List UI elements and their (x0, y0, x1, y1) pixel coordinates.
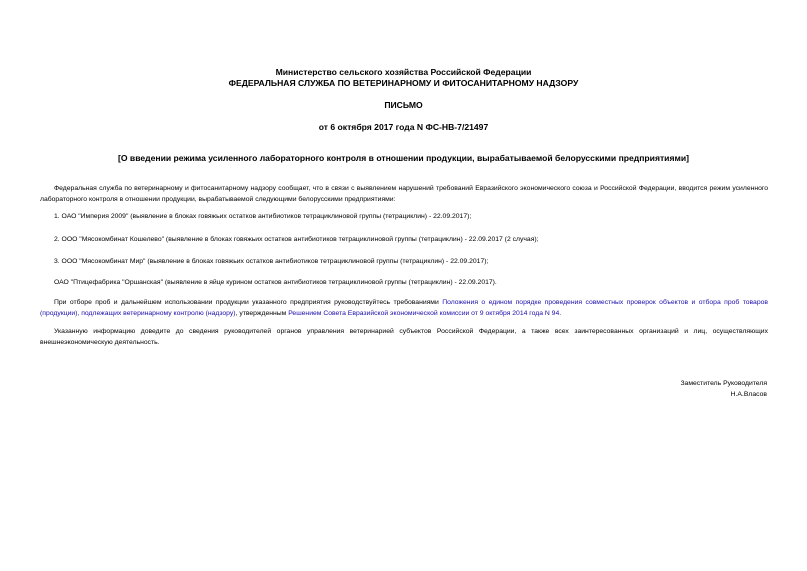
list-item: 2. ООО "Мясокомбинат Кошелево" (выявление в блоках говяжьих остатков антибиотиков тетрациклиновой группы (тетрациклин) - 22.09.2017 (2 случая); (54, 236, 539, 243)
document-date-number: от 6 октября 2017 года N ФС-НВ-7/21497 (318, 122, 489, 132)
list-item: 1. ОАО "Империя 2009" (выявление в блоках говяжьих остатков антибиотиков тетрациклиновой группы (тетрациклин) - 22.09.2017); (54, 213, 472, 220)
signature-name: Н.А.Власов (730, 391, 767, 398)
sampling-paragraph (40, 298, 768, 319)
service-heading: ФЕДЕРАЛЬНАЯ СЛУЖБА ПО ВЕТЕРИНАРНОМУ И ФИТОСАНИТАРНОМУ НАДЗОРУ (228, 78, 579, 88)
intro-paragraph: Федеральная служба по ветеринарному и фитосанитарному надзору сообщает, что в связи с выявлением нарушений требований Евразийского экономического союза и Российской Федерации, вводится режим усиленного лабораторного контроля в отношении продукции, вырабатываемой следующими белорусскими предприятиями: (40, 185, 768, 203)
list-item: ОАО "Птицефабрика "Оршанская" (выявление в яйце курином остатков антибиотиков тетрациклиновой группы (тетрациклин) - 22.09.2017). (54, 279, 497, 286)
closing-paragraph: Указанную информацию доведите до сведения руководителей органов управления ветеринарией субъектов Российской Федерации, а также всех заинтересованных организаций и лиц, осуществляющих внешнеэкономическую деятельность. (40, 328, 768, 346)
document-title: [О введении режима усиленного лабораторного контроля в отношении продукции, вырабатываемой белорусскими предприятиями] (117, 153, 689, 163)
list-item: 3. ООО "Мясокомбинат Мир" (выявление в блоках говяжьих остатков антибиотиков тетрациклиновой группы (тетрациклин) - 22.09.2017); (54, 258, 489, 265)
ministry-heading: Министерство сельского хозяйства Российской Федерации (275, 67, 532, 77)
decision-link[interactable]: Решением Совета Евразийской экономической комиссии от 9 октября 2014 года N 94 (288, 309, 560, 317)
sampling-text-end: . (559, 309, 562, 317)
sampling-text-start: При отборе проб и дальнейшем использовании продукции указанного предприятия руководствуйтесь требованиями (54, 299, 443, 306)
document-type: ПИСЬМО (384, 100, 423, 110)
regulation-link[interactable]: Положения о едином порядке проведения совместных проверок объектов и отбора проб товаров (продукции), подлежащих ветеринарному контролю (надзору) (40, 299, 768, 317)
signature-position: Заместитель Руководителя (680, 380, 767, 387)
sampling-text-middle: , утвержденным (235, 309, 289, 317)
